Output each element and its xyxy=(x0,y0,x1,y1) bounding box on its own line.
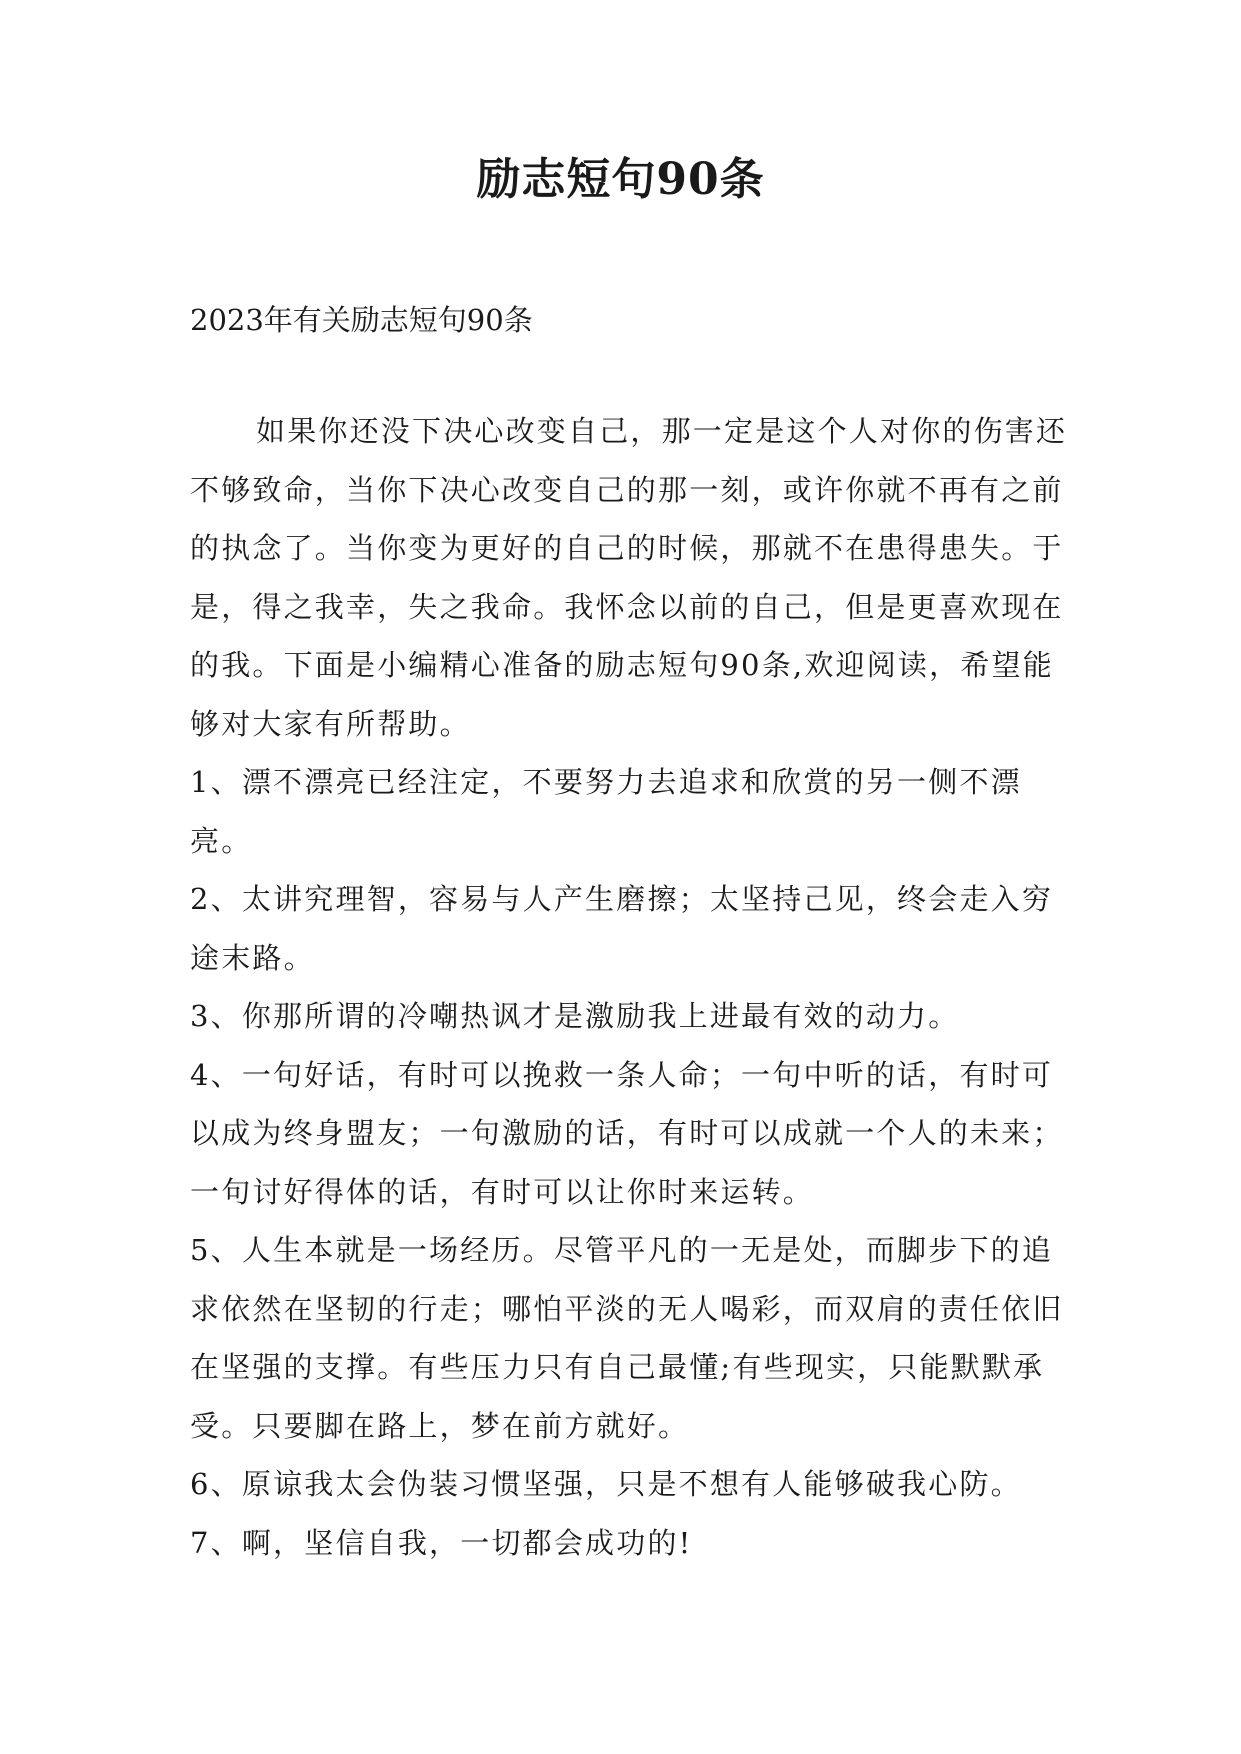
document-title: 励志短句90条 xyxy=(476,154,765,205)
document-subtitle: 2023年有关励志短句90条 xyxy=(190,303,533,337)
list-item: 2、太讲究理智，容易与人产生磨擦；太坚持己见，终会走入穷途末路。 xyxy=(190,882,1054,975)
list-item: 4、一句好话，有时可以挽救一条人命；一句中听的话，有时可以成为终身盟友；一句激励的话，有时可以成就一个人的未来；一句讨好得体的话，有时可以让你时来运转。 xyxy=(190,1057,1064,1209)
list-item: 7、啊，坚信自我，一切都会成功的! xyxy=(190,1525,693,1560)
list-item: 1、漂不漂亮已经注定，不要努力去追求和欣赏的另一侧不漂亮。 xyxy=(190,765,1022,858)
intro-paragraph: 如果你还没下决心改变自己，那一定是这个人对你的伤害还不够致命，当你下决心改变自己的那一刻，或许你就不再有之前的执念了。当你变为更好的自己的时候，那就不在患得患失。于是，得之我幸，失之我命。我怀念以前的自己，但是更喜欢现在的我。下面是小编精心准备的励志短句90条,欢迎阅读，希望能够对大家有所帮助。 xyxy=(190,414,1068,741)
list-item: 6、原谅我太会伪装习惯坚强，只是不想有人能够破我心防。 xyxy=(190,1467,1022,1501)
list-item: 3、你那所谓的冷嘲热讽才是激励我上进最有效的动力。 xyxy=(190,999,960,1033)
document-body xyxy=(190,402,1070,1572)
list-item: 5、人生本就是一场经历。尽管平凡的一无是处，而脚步下的追求依然在坚韧的行走；哪怕平淡的无人喝彩，而双肩的责任依旧在坚强的支撑。有些压力只有自己最懂;有些现实，只能默默承受。只要脚在路上，梦在前方就好。 xyxy=(190,1233,1064,1443)
